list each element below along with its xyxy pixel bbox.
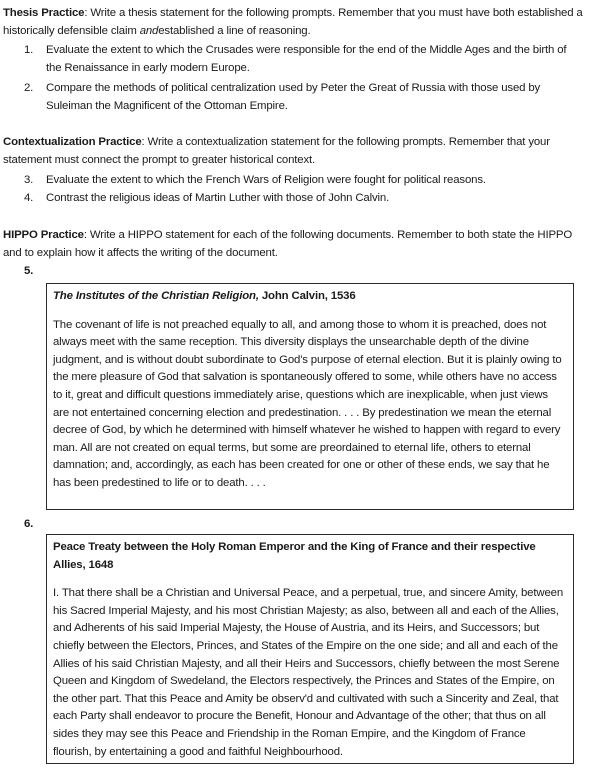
thesis-prompt-2 bbox=[24, 80, 584, 115]
prompt-text: Evaluate the extent to which the French Wars of Religion were fought for political reasons. bbox=[46, 174, 486, 186]
thesis-intro-a: : Write a thesis statement for the following prompts. Remember that you must have both established a historically defensible claim bbox=[3, 7, 583, 37]
contextualization-label: Contextualization Practice bbox=[3, 136, 142, 148]
contextualization-prompt-3 bbox=[24, 172, 584, 190]
document-excerpt: I. That there shall be a Christian and Universal Peace, and a perpetual, true, and sincere Amity, between his Sacred Imperial Majesty, and his most Christian Majesty; as also, between all and each of the Allies, and Adherents of his said Imperial Majesty, the House of Austria, and its Heirs, and Successors; but chiefly between the Electors, Princes, and States of the Empire on the one side; and all and each of the Allies of his said Christian Majesty, and all their Heirs and Successors, chiefly between the most Serene Queen and Kingdom of Swedeland, the Electors respectively, the Princes and States of the Empire, on the other part. That this Peace and Amity be observ'd and cultivated with such a Sincerity and Zeal, that each Party shall endeavor to procure the Benefit, Honour and Advantage of the other; that thus on all sides they may see this Peace and Friendship in the Roman Empire, and the Kingdom of France flourish, by entertaining a good and faithful Neighbourhood. bbox=[53, 587, 563, 758]
document-title bbox=[53, 288, 565, 306]
prompt-number: 1. bbox=[24, 44, 34, 56]
document-number-6: 6. bbox=[24, 518, 34, 530]
prompt-number: 3. bbox=[24, 174, 34, 186]
document-box-peace-treaty bbox=[46, 534, 574, 764]
prompt-number: 2. bbox=[24, 82, 34, 94]
document-number-5: 5. bbox=[24, 265, 34, 277]
thesis-instructions bbox=[3, 5, 593, 40]
document-title-author: John Calvin, 1536 bbox=[258, 290, 356, 302]
document-box-calvin bbox=[46, 283, 574, 510]
thesis-intro-b: established a line of reasoning. bbox=[158, 24, 311, 37]
thesis-intro-emphasis: and bbox=[139, 24, 159, 37]
contextualization-instructions bbox=[3, 134, 593, 169]
contextualization-intro: : Write a contextualization statement for the following prompts. Remember that your statement must connect the prompt to greater historical context. bbox=[3, 136, 550, 166]
hippo-intro: : Write a HIPPO statement for each of the following documents. Remember to both state the HIPPO and to explain how it affects the writing of the document. bbox=[3, 229, 573, 259]
prompt-text: Evaluate the extent to which the Crusades were responsible for the end of the Middle Ages and the birth of the Renaissance in early modern Europe. bbox=[46, 44, 567, 74]
contextualization-prompt-4 bbox=[24, 190, 584, 208]
document-title-text: Peace Treaty between the Holy Roman Emperor and the King of France and their respective Allies, 1648 bbox=[53, 541, 536, 571]
hippo-label: HIPPO Practice bbox=[3, 229, 84, 241]
thesis-label: Thesis Practice bbox=[3, 7, 85, 19]
thesis-prompt-1 bbox=[24, 42, 584, 77]
hippo-instructions bbox=[3, 227, 593, 262]
document-title bbox=[53, 539, 565, 574]
prompt-text: Contrast the religious ideas of Martin Luther with those of John Calvin. bbox=[46, 192, 390, 204]
document-excerpt: The covenant of life is not preached equally to all, and among those to whom it is preached, does not always meet with the same reception. This diversity displays the unsearchable depth of the divine judgment, and is without doubt subordinate to God's purpose of eternal election. But it is plainly owing to the mere pleasure of God that salvation is spontaneously offered to some, while others have no access to it, great and difficult questions immediately arise, questions which are inexplicable, when just views are not entertained concerning election and predestination. . . . By predestination we mean the eternal decree of God, by which he determined with himself whatever he wished to happen with regard to every man. All are not created on equal terms, but some are preordained to eternal life, others to eternal damnation; and, accordingly, as each has been created for one or other of these ends, we say that he has been predestined to life or to death. . . . bbox=[53, 318, 562, 489]
document-title-italic: The Institutes of the Christian Religion, bbox=[53, 290, 259, 302]
prompt-text: Compare the methods of political centralization used by Peter the Great of Russia with those used by Suleiman the Magnificent of the Ottoman Empire. bbox=[46, 82, 541, 112]
prompt-number: 4. bbox=[24, 192, 34, 204]
